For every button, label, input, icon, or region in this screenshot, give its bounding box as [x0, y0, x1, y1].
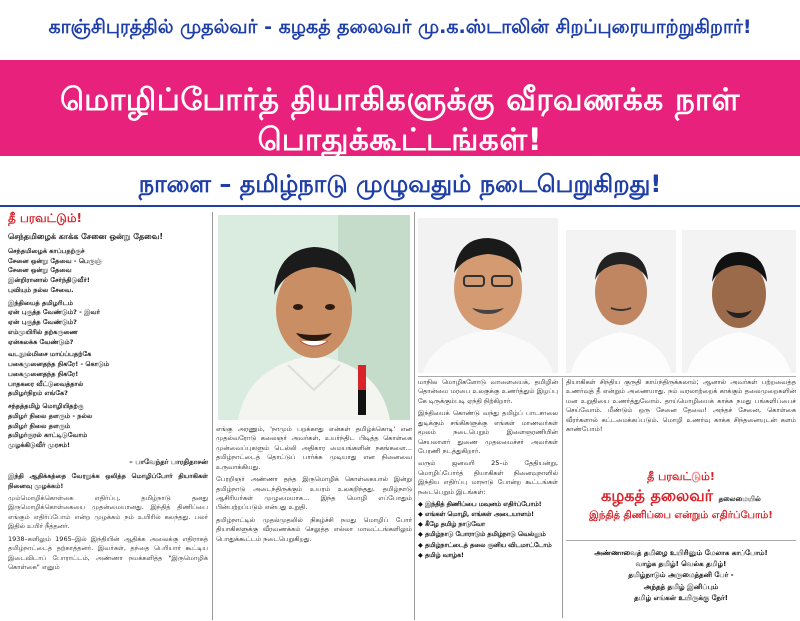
article-paragraph: இந்தியைக் கொண்டு வந்து தமிழ்ப் பாடசாலை துடிக்கும் சங்கிகளுக்கு எங்கள் மாணவர்கள் மூலம் நடைபெறும் இளைஞரணியின் செயலாளர் துணை முதலமைச்சர் அவர்கள் பேரணி நடத்துகிறார். — [418, 409, 558, 455]
center-column-text — [216, 425, 412, 547]
article-paragraph: தியாகிகள் சிந்திய குருதி காய்ந்திருக்கலாம்; ஆனால் அவர்கள் பற்றவைத்த உணர்வுத் தீ என்றும் அணையாது. நம் வரலாற்றைக் காக்கும் தலைமுறைகளின் மன உறுதியை உணர்த்துவோம். தாய்மொழியைக் காக்க நமது பங்களிப்பைச் செய்வோம். மீண்டும் ஒரு சேனை தேவை! அந்தச் சேனை, கொள்கை வீரர்களால் கட்டமைக்கப்படும். மொழி உணர்வு காக்க சிந்தனையுடன் களம் காண்போம்! — [566, 378, 796, 434]
poem-line: பகைமுனைதந்த நிகரே! - கொடும் — [8, 360, 110, 369]
closing-poem — [566, 548, 796, 604]
col4-subtitle-suffix: தலைமையில் — [718, 495, 761, 503]
poem-signature: – பாவேந்தர் பாரதிதாசன் — [129, 457, 208, 466]
leader-photo-3 — [566, 230, 676, 373]
col4-heading — [566, 470, 796, 522]
article-paragraph: எங்கு அரணும், 'நாமும் பறக்காது என்கள் தமிழ்க்கொடி' என முதல்வரோடு கலைஞர் அவர்கள், உயர்ந்திட பிடித்த கொள்கை முன்வைப்புகளும் டெல்லி அதிகார மையங்களின் நகங்களை... தமிழ்நாட்டைத் தொட்டுப் பார்க்க முடியாது என நினைவை உருவாக்கியது. — [216, 425, 412, 471]
header-rule — [0, 205, 800, 207]
headline-top: காஞ்சிபுரத்தில் முதல்வர் - கழகத் தலைவர் மு.க.ஸ்டாலின் சிறப்புரையாற்றுகிறார்! — [48, 16, 752, 38]
left-section-subtitle: செந்தமிழைக் காக்க சேனை ஒன்று தேவை! — [8, 232, 164, 242]
article-paragraph: இந்தி ஆதிக்கத்தை வேரறுக்க ஒலித்த மொழிப்போர் தியாகிகள் நினைவு முழக்கம்! — [8, 472, 208, 490]
slogan-item: ◆ எங்கள் மொழி, எங்கள் அடையாளம்! — [418, 511, 535, 519]
article-paragraph: வரும் ஜனவரி 25–ம் தேதியன்று, மொழிப்போர்த் தியாகிகள் நினைவுநாளில் இந்திய எதிர்ப்பு மாநாடு போன்ற கூட்டங்கள் நடைபெறும் இடங்கள்: — [418, 459, 558, 496]
poem-line: தமிழர் நிலை தளரும் — [8, 421, 71, 430]
poem-line: தமிழர் நிலை தளரும் - நல்ல — [8, 411, 93, 420]
poem-line: தமிழ் எங்கள் உயிருக்கு நேர்! — [634, 593, 728, 602]
slogan-list — [418, 500, 558, 560]
column-divider — [212, 212, 213, 620]
poem-line: தமிழர்குரல் காட்டிடுவோம் — [8, 431, 88, 440]
poem-line: இந்தியைத் தமிழரிடம் — [8, 298, 73, 307]
col3-text — [418, 378, 558, 561]
article-paragraph: மாநில மொழிகளோடு வாளையைக், தமிழின் தொன்மை மரபை உலகுக்கு உணர்த்தும் இழப்பு கே டிருக்கும்படி ஏந்தி நிற்கிறார். — [418, 378, 558, 405]
poem-line: எம்முயிரில் தற்கருணை — [8, 327, 78, 336]
column-divider — [414, 212, 415, 620]
poem-line: வாழ்க தமிழ்! வெல்க தமிழ்! — [635, 560, 727, 569]
left-section-title: தீ பரவட்டும்! — [8, 211, 82, 225]
leader-photo — [218, 215, 410, 420]
poem-line: அந்தத் தமிழ் இனிப்பும் — [643, 582, 719, 591]
top-header-area — [0, 0, 800, 60]
slogan-item: ◆ கீழே தமிழ் நாடுவோ — [418, 521, 486, 529]
slogan-item: ◆ இந்தித் திணிப்பை மவுனம் எதிர்ப்போம்! — [418, 501, 542, 509]
poem-line: முழக்கிடுவீர் முரசம்! — [8, 441, 70, 450]
slogan-item: ◆ தமிழ்நாடு போராடும் தமிழ்நாடு வெல்லும் — [418, 531, 546, 539]
slogan-item: ◆ தமிழ் வாழ்க! — [418, 551, 464, 559]
leader-photo-2 — [418, 218, 558, 373]
col4-title: தீ பரவட்டும்! — [647, 470, 715, 483]
poem-line: பகைமுனைதந்த நிகரே! — [8, 369, 79, 378]
headline-main: மொழிப்போர்த் தியாகிகளுக்கு வீரவணக்க நாள் பொதுக்கூட்டங்கள்! — [60, 82, 740, 158]
portrait-image — [418, 218, 558, 373]
article-paragraph: 1938–களிலும் 1965–இல் இந்தியின் ஆதிக்க அலைக்கு எதிராகத் தமிழ்நாட்டைத் தற்காத்தனர். இவர்கள், தந்தை பெரியார் கூட்டிய இடைவிடாப் போராட்டம், அண்ணா நமக்களித்த "இருமொழிக் கொள்கை" எனும் — [8, 534, 208, 571]
article-paragraph: மும்மொழிக்கொள்கை எதிர்ப்பு, தமிழ்நாடு தனது இருமொழிக்கொள்கையை முதன்மையானது. இந்தித் திணிப்பை எங்கும் எதிர்ப்போம் என்ற முழக்கம் நம் உயிரில் கலந்தது. பலர் இதில் உயிர் நீத்தனர். — [8, 493, 208, 531]
col4-subtitle — [566, 486, 796, 507]
poem-line: பாதகரை வீட்டுவைத்தால் — [8, 379, 84, 388]
article-paragraph: தமிழ்நாட்டில் முதல்முதலில் நிகழ்ச்சி நமது மொழிப் போர் தியாகிகளுக்கு வீரவணக்கம் செலுத்த எல்லா மாவட்டங்களிலும் பொதுக்கூட்டம் நடைபெறுகிறது. — [216, 515, 412, 543]
leader-photo-4 — [682, 230, 796, 373]
poem-line: சேனை ஒன்று தேவை — [8, 266, 72, 275]
col4-slogan: இந்தித் திணிப்பை என்றும் எதிர்ப்போம்! — [589, 510, 773, 521]
poem-line: ஏன்கலக்க வேண்டும்? — [8, 337, 74, 346]
poem-line: புவியும் நல்ல சேவை. — [8, 285, 74, 294]
poem-line: இன்றிரானால் சேர்ந்திடுவீர்! — [8, 276, 90, 285]
poem-line: தமிழர்நிறம் எங்கே? — [8, 389, 68, 398]
article-paragraph: பேரறிஞர் அண்ணா தந்த இருமொழிக் கொள்கையால் இன்று தமிழ்நாடு அடைந்திருக்கும் உயரம் உலகறிந்தது. தமிழ்நாடு ஆசிரியர்கள் முழுமையாக... இந்த மொழி எப்போதும் பின்பற்றப்படும் என்பது உறுதி. — [216, 475, 412, 512]
poem-line: அண்ணாவைத் தமிழை உயிரினும் மேலாக காப்போம்! — [594, 549, 768, 557]
section-divider — [418, 376, 796, 377]
column-divider — [562, 378, 563, 618]
poem-line: ஏன் புகுத்த வேண்டும்? — [8, 318, 77, 327]
col4-text — [566, 378, 796, 438]
headline-band — [0, 60, 800, 156]
left-column — [8, 210, 208, 575]
portrait-image — [566, 230, 676, 373]
portrait-image — [218, 215, 410, 420]
poem-block — [8, 247, 208, 451]
poem-line: தமிழ்நாடும் அருமைத்தனி பேர் - — [628, 571, 734, 580]
section-divider — [566, 540, 796, 541]
poem-line: வடநூல்மிசை மாய்ப்பதற்கே — [8, 350, 92, 359]
headline-sub: நாளை – தமிழ்நாடு முழுவதும் நடைபெறுகிறது! — [138, 170, 662, 198]
col4-subtitle-main: கழகத் தலைவர் — [601, 486, 714, 505]
portrait-image — [682, 230, 796, 373]
poem-line: சந்தத்தமிழ் மொழியிதற்கு — [8, 402, 84, 411]
slogan-item: ◆ தமிழ்நாட்டைத் தலை குனிய விடமாட்டோம் — [418, 541, 552, 549]
poem-line: ஏன் புகுத்த வேண்டும்? - இவர் — [8, 308, 101, 317]
poem-line: செந்தமிழைக் காப்பதற்குச் — [8, 246, 85, 255]
poem-line: சேனை ஒன்று தேவை - பெருஞ் — [8, 256, 102, 265]
